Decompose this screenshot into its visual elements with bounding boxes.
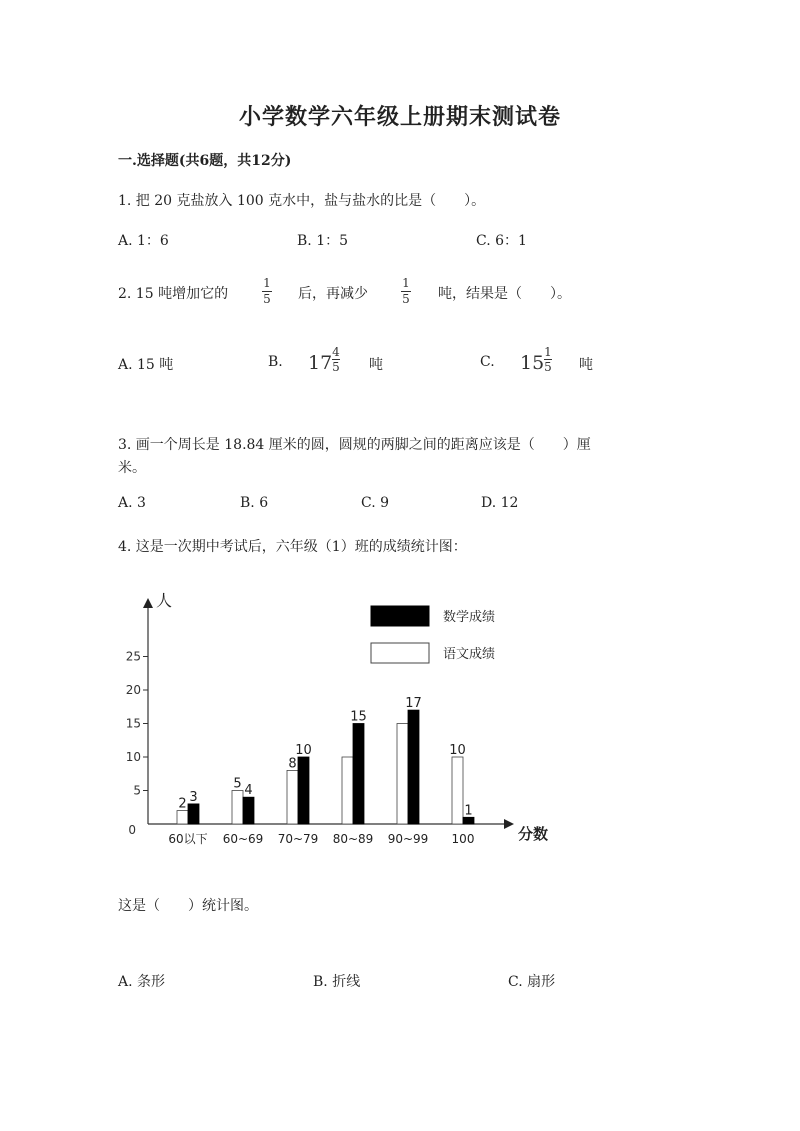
q3-option-b[interactable]: B. 6	[240, 495, 269, 511]
y-axis-arrow	[143, 598, 153, 608]
legend-swatch-math	[371, 606, 429, 626]
bar-label-math: 4	[244, 783, 253, 799]
y-tick-label: 20	[125, 683, 141, 697]
q3-option-d[interactable]: D. 12	[481, 495, 519, 511]
question-2-part1: 2. 15 吨增加它的	[118, 286, 229, 302]
mixed-whole: 17	[308, 352, 333, 374]
question-2-part3: 吨，结果是（ ）。	[438, 286, 571, 302]
q4-option-b[interactable]: B. 折线	[313, 974, 361, 990]
q2-option-b-unit: 吨	[369, 357, 383, 373]
bar-label-chinese: 5	[233, 776, 242, 792]
y-tick-label: 10	[125, 750, 141, 764]
q4-option-c[interactable]: C. 扇形	[508, 974, 556, 990]
fraction-numerator: 4	[332, 345, 340, 359]
bar-label-chinese: 8	[288, 756, 297, 772]
q1-option-a[interactable]: A. 1：6	[118, 233, 169, 249]
x-tick-label: 70~79	[277, 832, 319, 846]
legend-label-math: 数学成绩	[443, 610, 496, 625]
x-tick-label: 60以下	[168, 832, 208, 846]
bar-chinese	[342, 757, 353, 824]
bar-label-math: 3	[189, 789, 198, 805]
section-heading: 一.选择题(共6题，共12分)	[118, 153, 292, 169]
bar-chinese	[287, 770, 298, 824]
bar-chinese	[232, 791, 243, 825]
x-axis-label: 分数	[518, 825, 549, 843]
x-axis-arrow	[504, 819, 514, 829]
bar-label-math: 15	[350, 709, 367, 725]
legend-swatch-chinese	[371, 643, 429, 663]
q2-option-c-unit: 吨	[579, 357, 593, 373]
q2-option-c-label[interactable]: C.	[480, 354, 495, 370]
q1-option-c[interactable]: C. 6：1	[476, 233, 527, 249]
bar-math	[298, 757, 309, 824]
bar-math	[353, 724, 364, 825]
y-tick-label: 15	[125, 716, 141, 731]
bar-chinese	[397, 724, 408, 825]
y-tick-label: 0	[128, 823, 136, 837]
q1-option-b[interactable]: B. 1：5	[297, 233, 349, 249]
q4-option-a[interactable]: A. 条形	[118, 974, 166, 990]
y-tick-label: 25	[125, 649, 141, 664]
question-3-line1: 3. 画一个周长是 18.84 厘米的圆，圆规的两脚之间的距离应该是（ ）厘	[118, 437, 591, 453]
question-4-follow: 这是（ ）统计图。	[118, 898, 258, 914]
bar-label-math: 10	[295, 743, 312, 758]
x-tick-label: 90~99	[387, 832, 429, 846]
q2-option-b-label[interactable]: B.	[268, 354, 283, 370]
bar-label-chinese: 10	[449, 743, 466, 758]
bar-chinese	[177, 811, 188, 824]
page-title: 小学数学六年级上册期末测试卷	[238, 104, 561, 130]
fraction-numerator: 1	[544, 345, 552, 359]
x-tick-label: 60~69	[222, 832, 264, 846]
q2-option-a[interactable]: A. 15 吨	[118, 357, 174, 373]
fraction-denominator: 5	[332, 360, 340, 374]
fraction-numerator: 1	[263, 276, 271, 290]
y-axis-label: 人	[156, 591, 173, 610]
fraction-numerator: 1	[402, 276, 410, 290]
bar-math	[243, 797, 254, 824]
fraction-denominator: 5	[263, 292, 271, 306]
q3-option-c[interactable]: C. 9	[361, 495, 390, 511]
x-tick-label: 80~89	[332, 832, 374, 846]
question-3-line2: 米。	[118, 460, 146, 476]
fraction-denominator: 5	[402, 292, 410, 306]
bar-label-math: 1	[464, 803, 473, 819]
y-tick-label: 5	[133, 783, 141, 798]
legend-label-chinese: 语文成绩	[443, 647, 496, 662]
bar-math	[188, 804, 199, 824]
mixed-whole: 15	[520, 352, 545, 374]
fraction-denominator: 5	[544, 360, 552, 374]
question-4-text: 4. 这是一次期中考试后，六年级（1）班的成绩统计图：	[118, 539, 467, 555]
bar-label-chinese: 2	[178, 796, 187, 812]
question-1-text: 1. 把 20 克盐放入 100 克水中，盐与盐水的比是（ ）。	[118, 193, 486, 209]
bar-chinese	[452, 757, 463, 824]
bar-math	[408, 710, 419, 824]
x-tick-label: 100	[451, 832, 475, 846]
q3-option-a[interactable]: A. 3	[118, 495, 146, 511]
bar-label-math: 17	[405, 696, 422, 712]
question-2-part2: 后，再减少	[298, 286, 368, 302]
